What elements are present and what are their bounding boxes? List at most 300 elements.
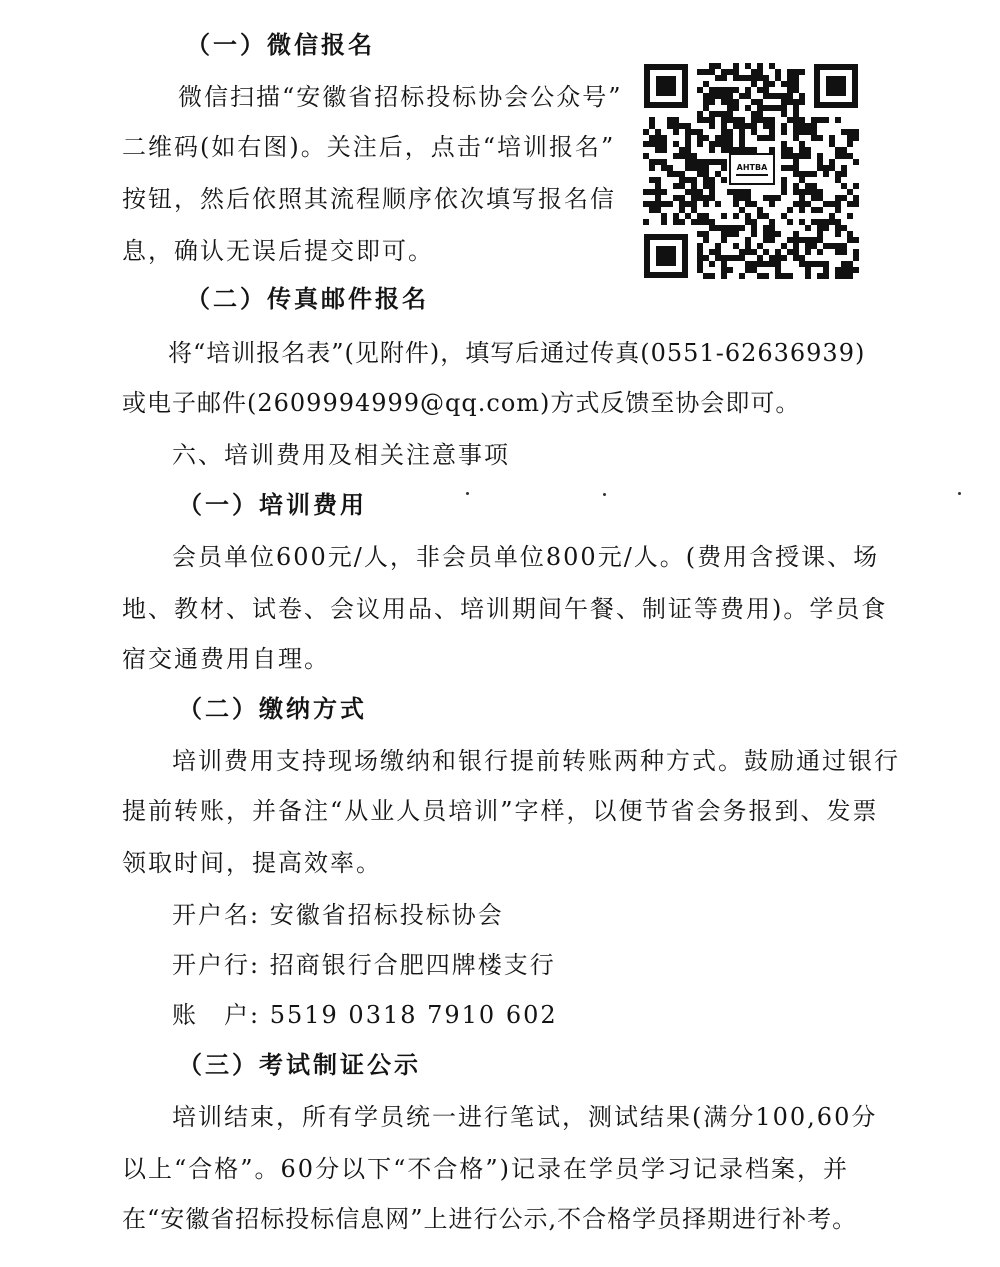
qr-module	[727, 225, 733, 231]
qr-module	[709, 117, 715, 123]
qr-module	[727, 267, 733, 273]
qr-module	[817, 261, 823, 267]
qr-module	[769, 81, 775, 87]
qr-module	[805, 237, 811, 243]
qr-module	[847, 141, 853, 147]
qr-module	[841, 147, 847, 153]
qr-module	[793, 135, 799, 141]
qr-module	[727, 105, 733, 111]
qr-module	[763, 261, 769, 267]
qr-module	[781, 153, 787, 159]
qr-module	[709, 219, 715, 225]
qr-module	[667, 171, 673, 177]
qr-module	[739, 147, 745, 153]
qr-module	[703, 171, 709, 177]
qr-module	[709, 87, 715, 93]
qr-module	[685, 189, 691, 195]
qr-module	[817, 135, 823, 141]
qr-module	[709, 195, 715, 201]
qr-module	[673, 171, 679, 177]
qr-module	[799, 237, 805, 243]
qr-module	[781, 255, 787, 261]
qr-module	[757, 117, 763, 123]
qr-module	[739, 249, 745, 255]
qr-module	[715, 201, 721, 207]
qr-module	[715, 159, 721, 165]
qr-module	[769, 255, 775, 261]
qr-module	[757, 261, 763, 267]
qr-module	[673, 123, 679, 129]
qr-module	[787, 153, 793, 159]
qr-module	[829, 165, 835, 171]
qr-module	[805, 183, 811, 189]
qr-module	[739, 117, 745, 123]
qr-module	[745, 261, 751, 267]
qr-module	[841, 129, 847, 135]
qr-module	[673, 195, 679, 201]
qr-module	[697, 195, 703, 201]
qr-module	[835, 171, 841, 177]
qr-module	[823, 201, 829, 207]
qr-module	[775, 249, 781, 255]
qr-module	[697, 261, 703, 267]
qr-module	[799, 261, 805, 267]
qr-module	[799, 153, 805, 159]
qr-module	[817, 249, 823, 255]
qr-module	[673, 129, 679, 135]
qr-module	[733, 75, 739, 81]
qr-module	[793, 69, 799, 75]
qr-module	[715, 75, 721, 81]
qr-module	[847, 261, 853, 267]
qr-module	[691, 177, 697, 183]
qr-module	[709, 63, 715, 69]
qr-module	[841, 225, 847, 231]
qr-module	[709, 273, 715, 279]
qr-module	[847, 267, 853, 273]
qr-module	[721, 99, 727, 105]
payment-line-1: 培训费用支持现场缴纳和银行提前转账两种方式。鼓励通过银行	[172, 747, 900, 775]
qr-center-logo	[730, 154, 774, 184]
qr-module	[667, 165, 673, 171]
qr-module	[733, 105, 739, 111]
qr-module	[751, 123, 757, 129]
qr-module	[847, 237, 853, 243]
qr-module	[661, 141, 667, 147]
qr-module	[805, 153, 811, 159]
qr-module	[721, 69, 727, 75]
qr-module	[835, 249, 841, 255]
qr-module	[793, 75, 799, 81]
qr-module	[775, 105, 781, 111]
qr-module	[721, 237, 727, 243]
qr-module	[817, 231, 823, 237]
qr-module	[793, 123, 799, 129]
qr-module	[799, 99, 805, 105]
qr-module	[853, 201, 859, 207]
qr-module	[781, 141, 787, 147]
qr-module	[679, 219, 685, 225]
qr-module	[655, 189, 661, 195]
qr-module	[715, 63, 721, 69]
qr-module	[817, 153, 823, 159]
qr-module	[799, 69, 805, 75]
qr-module	[787, 81, 793, 87]
qr-module	[697, 135, 703, 141]
qr-module	[805, 243, 811, 249]
qr-module	[799, 171, 805, 177]
qr-module	[763, 135, 769, 141]
qr-module	[787, 165, 793, 171]
fax-heading: （二）传真邮件报名	[186, 285, 429, 313]
qr-module	[733, 225, 739, 231]
qr-module	[721, 93, 727, 99]
qr-module	[733, 213, 739, 219]
qr-module	[733, 189, 739, 195]
qr-module	[727, 255, 733, 261]
qr-module	[721, 117, 727, 123]
qr-module	[709, 141, 715, 147]
payment-line-2: 提前转账，并备注“从业人员培训”字样，以便节省会务报到、发票	[122, 797, 879, 825]
qr-module	[745, 105, 751, 111]
qr-module	[769, 105, 775, 111]
qr-module	[649, 123, 655, 129]
qr-module	[793, 159, 799, 165]
qr-module	[781, 129, 787, 135]
qr-module	[835, 225, 841, 231]
qr-module	[793, 105, 799, 111]
qr-module	[763, 117, 769, 123]
qr-module	[745, 147, 751, 153]
qr-module	[739, 195, 745, 201]
qr-module	[781, 165, 787, 171]
qr-module	[679, 195, 685, 201]
qr-finder-top-left	[644, 64, 688, 108]
qr-module	[733, 255, 739, 261]
qr-module	[805, 201, 811, 207]
scan-speck	[466, 492, 469, 495]
qr-module	[715, 255, 721, 261]
qr-module	[733, 99, 739, 105]
qr-module	[697, 219, 703, 225]
qr-module	[793, 243, 799, 249]
qr-module	[829, 201, 835, 207]
qr-module	[811, 171, 817, 177]
qr-module	[739, 129, 745, 135]
qr-module	[685, 213, 691, 219]
scan-speck	[603, 493, 606, 496]
qr-module	[691, 183, 697, 189]
qr-module	[769, 195, 775, 201]
qr-module	[727, 99, 733, 105]
qr-module	[751, 147, 757, 153]
qr-module	[643, 189, 649, 195]
qr-module	[823, 219, 829, 225]
qr-module	[793, 189, 799, 195]
qr-module	[655, 141, 661, 147]
qr-module	[703, 105, 709, 111]
qr-module	[835, 267, 841, 273]
qr-module	[775, 267, 781, 273]
qr-module	[649, 201, 655, 207]
qr-module	[721, 267, 727, 273]
qr-module	[715, 171, 721, 177]
qr-module	[721, 225, 727, 231]
qr-module	[679, 123, 685, 129]
qr-module	[679, 177, 685, 183]
qr-module	[811, 129, 817, 135]
qr-module	[709, 123, 715, 129]
qr-module	[823, 117, 829, 123]
qr-module	[685, 129, 691, 135]
qr-module	[841, 171, 847, 177]
qr-module	[709, 189, 715, 195]
qr-module	[805, 147, 811, 153]
qr-module	[805, 123, 811, 129]
qr-module	[697, 171, 703, 177]
qr-module	[775, 69, 781, 75]
qr-module	[661, 201, 667, 207]
qr-module	[739, 225, 745, 231]
qr-module	[853, 183, 859, 189]
qr-module	[697, 249, 703, 255]
qr-module	[703, 81, 709, 87]
qr-module	[703, 255, 709, 261]
qr-module	[799, 123, 805, 129]
qr-module	[649, 135, 655, 141]
qr-module	[739, 273, 745, 279]
qr-module	[751, 249, 757, 255]
qr-module	[655, 147, 661, 153]
qr-module	[799, 255, 805, 261]
qr-module	[817, 117, 823, 123]
qr-module	[829, 219, 835, 225]
qr-module	[811, 135, 817, 141]
qr-module	[799, 189, 805, 195]
qr-module	[721, 141, 727, 147]
qr-module	[745, 243, 751, 249]
qr-module	[757, 105, 763, 111]
qr-module	[739, 75, 745, 81]
qr-module	[757, 87, 763, 93]
wechat-line-2: 二维码(如右图)。关注后，点击“培训报名”	[122, 133, 616, 161]
qr-module	[769, 261, 775, 267]
qr-module	[835, 219, 841, 225]
qr-module	[691, 159, 697, 165]
qr-module	[835, 243, 841, 249]
qr-module	[817, 165, 823, 171]
qr-module	[805, 129, 811, 135]
qr-module	[649, 165, 655, 171]
qr-module	[829, 213, 835, 219]
qr-module	[691, 189, 697, 195]
qr-module	[847, 189, 853, 195]
qr-module	[793, 255, 799, 261]
qr-module	[799, 207, 805, 213]
qr-module	[703, 183, 709, 189]
qr-module	[757, 213, 763, 219]
qr-module	[667, 117, 673, 123]
qr-module	[811, 207, 817, 213]
qr-module	[709, 159, 715, 165]
qr-module	[739, 135, 745, 141]
qr-module	[787, 69, 793, 75]
qr-module	[661, 219, 667, 225]
qr-module	[835, 177, 841, 183]
qr-module	[685, 153, 691, 159]
qr-module	[763, 249, 769, 255]
qr-module	[835, 231, 841, 237]
section6-title: 六、培训费用及相关注意事项	[172, 441, 510, 469]
qr-module	[763, 81, 769, 87]
qr-module	[709, 183, 715, 189]
qr-module	[799, 195, 805, 201]
qr-module	[835, 117, 841, 123]
qr-module	[829, 135, 835, 141]
qr-module	[745, 75, 751, 81]
qr-module	[679, 153, 685, 159]
qr-module	[661, 147, 667, 153]
qr-module	[805, 225, 811, 231]
qr-module	[679, 201, 685, 207]
qr-module	[781, 111, 787, 117]
qr-module	[745, 237, 751, 243]
qr-module	[781, 81, 787, 87]
qr-module	[703, 99, 709, 105]
exam-line-3: 在“安徽省招标投标信息网”上进行公示,不合格学员择期进行补考。	[122, 1205, 858, 1233]
qr-module	[835, 273, 841, 279]
qr-module	[697, 159, 703, 165]
qr-module	[781, 123, 787, 129]
qr-module	[781, 189, 787, 195]
qr-module	[787, 273, 793, 279]
qr-module	[805, 267, 811, 273]
qr-module	[691, 201, 697, 207]
qr-module	[697, 141, 703, 147]
qr-module	[685, 141, 691, 147]
qr-module	[655, 177, 661, 183]
qr-module	[769, 231, 775, 237]
qr-module	[775, 195, 781, 201]
qr-module	[799, 177, 805, 183]
qr-module	[679, 147, 685, 153]
qr-module	[841, 195, 847, 201]
qr-module	[721, 165, 727, 171]
qr-module	[649, 141, 655, 147]
qr-module	[727, 87, 733, 93]
qr-module	[799, 219, 805, 225]
qr-module	[757, 69, 763, 75]
qr-module	[691, 219, 697, 225]
qr-module	[769, 93, 775, 99]
qr-module	[649, 159, 655, 165]
qr-module	[649, 117, 655, 123]
qr-module	[775, 93, 781, 99]
qr-module	[667, 201, 673, 207]
qr-module	[769, 201, 775, 207]
qr-module	[703, 165, 709, 171]
qr-module	[673, 117, 679, 123]
qr-module	[697, 231, 703, 237]
qr-module	[841, 261, 847, 267]
qr-module	[703, 231, 709, 237]
qr-module	[811, 243, 817, 249]
qr-module	[721, 255, 727, 261]
qr-module	[727, 135, 733, 141]
qr-module	[775, 231, 781, 237]
qr-module	[679, 207, 685, 213]
qr-module	[793, 237, 799, 243]
qr-module	[787, 87, 793, 93]
qr-module	[727, 129, 733, 135]
qr-module	[793, 99, 799, 105]
qr-module	[673, 141, 679, 147]
qr-module	[805, 171, 811, 177]
qr-module	[685, 159, 691, 165]
qr-module	[847, 213, 853, 219]
qr-module	[721, 129, 727, 135]
qr-module	[697, 111, 703, 117]
qr-module	[787, 99, 793, 105]
qr-module	[781, 183, 787, 189]
qr-module	[793, 183, 799, 189]
qr-module	[811, 123, 817, 129]
qr-module	[841, 273, 847, 279]
account-number: 账 户: 5519 0318 7910 602	[172, 1001, 558, 1029]
qr-module	[685, 135, 691, 141]
qr-module	[649, 177, 655, 183]
qr-module	[793, 231, 799, 237]
qr-module	[709, 147, 715, 153]
qr-module	[745, 201, 751, 207]
qr-module	[751, 117, 757, 123]
wechat-line-4: 息，确认无误后提交即可。	[122, 237, 434, 265]
qr-module	[643, 201, 649, 207]
qr-module	[721, 213, 727, 219]
qr-module	[751, 231, 757, 237]
qr-module	[661, 189, 667, 195]
qr-module	[799, 201, 805, 207]
wechat-heading: （一）微信报名	[186, 31, 375, 59]
qr-module	[829, 141, 835, 147]
qr-module	[721, 273, 727, 279]
qr-module	[817, 225, 823, 231]
qr-module	[751, 267, 757, 273]
qr-module	[721, 111, 727, 117]
qr-module	[757, 63, 763, 69]
qr-module	[823, 225, 829, 231]
qr-module	[643, 219, 649, 225]
qr-module	[757, 111, 763, 117]
qr-module	[757, 273, 763, 279]
qr-module	[733, 195, 739, 201]
payment-line-3: 领取时间，提高效率。	[122, 849, 382, 877]
qr-module	[739, 255, 745, 261]
qr-module	[811, 189, 817, 195]
qr-module	[715, 135, 721, 141]
qr-module	[715, 141, 721, 147]
qr-module	[769, 219, 775, 225]
qr-module	[787, 93, 793, 99]
qr-module	[763, 213, 769, 219]
qr-module	[655, 129, 661, 135]
qr-module	[667, 123, 673, 129]
qr-module	[811, 219, 817, 225]
qr-module	[727, 69, 733, 75]
qr-module	[841, 153, 847, 159]
qr-module	[781, 177, 787, 183]
qr-module	[751, 129, 757, 135]
